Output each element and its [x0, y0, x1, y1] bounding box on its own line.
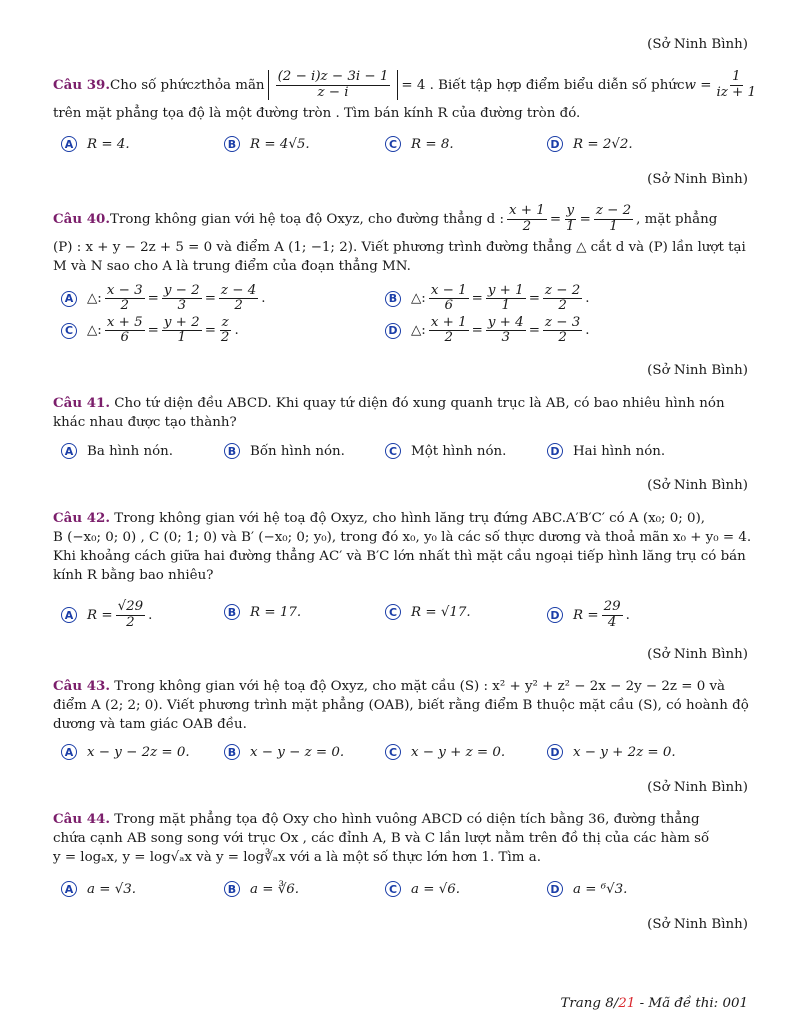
option-letter: C — [385, 604, 401, 620]
answer-options — [61, 284, 751, 348]
answer-options — [61, 744, 751, 766]
option-letter: D — [547, 744, 563, 760]
option-a[interactable]: A Ba hình nón. — [61, 443, 173, 459]
option-d[interactable]: D a = ⁶√3. — [547, 881, 627, 897]
option-letter: A — [61, 291, 77, 307]
option-c[interactable]: C △: $\frac{x + 5}{6}$ = $\frac{y + 2}{1}$ = $\frac{z}{2}$ . — [61, 316, 239, 345]
option-letter: C — [385, 744, 401, 760]
question-44: Câu 44. Trong mặt phẳng tọa độ Oxy cho hình vuông ABCD có diện tích bằng 36, đường thẳng chứa cạnh AB song song với trục Ox , các đỉnh A, B và C lần lượt nằm trên đồ thị của các hàm số y = logₐx, y = log√ₐx và y = log∛ₐx với a là một số thực lớn hơn 1. Tìm a. — [53, 811, 710, 865]
source-note: (Sở Ninh Bình) — [647, 647, 748, 662]
option-a[interactable]: A x − y − 2z = 0. — [61, 744, 190, 760]
option-letter: B — [224, 744, 240, 760]
option-letter: A — [61, 443, 77, 459]
question-42: Câu 42. Trong không gian với hệ toạ độ Oxyz, cho hình lăng trụ đứng ABC.A′B′C′ có A (x₀; 0; 0), B (−x₀; 0; 0) , C (0; 1; 0) và B′ (−x₀; 0; y₀), trong đó x₀, y₀ là các số thực dương và thoả mãn x₀ + y₀ = 4. Khi khoảng cách giữa hai đường thẳng AC′ và B′C lớn nhất thì mặt cầu ngoại tiếp hình lăng trụ có bán kính R bằng bao nhiêu? — [53, 510, 752, 583]
source-note: (Sở Ninh Bình) — [647, 172, 748, 187]
option-b[interactable]: B x − y − z = 0. — [224, 744, 344, 760]
option-c[interactable]: C x − y + z = 0. — [385, 744, 505, 760]
option-letter: D — [547, 136, 563, 152]
exam-page — [53, 0, 757, 1024]
answer-options — [61, 881, 751, 903]
page-footer: Trang 8/21 - Mã đề thi: 001 — [560, 996, 748, 1011]
source-note: (Sở Ninh Bình) — [647, 780, 748, 795]
option-letter: C — [385, 136, 401, 152]
option-letter: A — [61, 607, 77, 623]
answer-options — [61, 136, 751, 158]
question-label: Câu 43. — [53, 678, 111, 694]
question-label: Câu 41. — [53, 395, 111, 411]
option-letter: A — [61, 136, 77, 152]
source-note: (Sở Ninh Bình) — [647, 917, 748, 932]
option-letter: D — [385, 323, 401, 339]
option-c[interactable]: C R = √17. — [385, 604, 471, 620]
option-d[interactable]: D x − y + 2z = 0. — [547, 744, 676, 760]
option-letter: B — [385, 291, 401, 307]
option-c[interactable]: C a = √6. — [385, 881, 460, 897]
answer-options — [61, 443, 751, 465]
option-b[interactable]: B △: $\frac{x - 1}{6}$ = $\frac{y + 1}{1}$ = $\frac{z - 2}{2}$ . — [385, 284, 590, 313]
w-fraction: $\frac{1}{iz + 1}$ — [716, 69, 757, 100]
question-39: Câu 39. Cho số phức z thỏa mãn $\frac{(2 - i)z - 3i - 1}{z - i}$ = 4 . Biết tập hợp điểm biểu diễn số phức w = $\frac{1}{iz + 1}$ trên mặt phẳng tọa độ là một đường tròn . Tìm bán kính R của đường tròn đó. — [53, 69, 757, 121]
option-d[interactable]: D Hai hình nón. — [547, 443, 665, 459]
question-label: Câu 39. — [53, 76, 111, 93]
option-d[interactable]: D R = $\frac{29}{4}$ . — [547, 598, 630, 632]
option-letter: C — [385, 881, 401, 897]
question-43: Câu 43. Trong không gian với hệ toạ độ Oxyz, cho mặt cầu (S) : x² + y² + z² − 2x − 2y − 2z = 0 và điểm A (2; 2; 0). Viết phương trình mặt phẳng (OAB), biết rằng điểm B thuộc mặt cầu (S), có hoành độ dương và tam giác OAB đều. — [53, 678, 749, 732]
source-note: (Sở Ninh Bình) — [647, 363, 748, 378]
option-letter: D — [547, 443, 563, 459]
option-letter: C — [61, 323, 77, 339]
option-letter: B — [224, 881, 240, 897]
option-a[interactable]: A △: $\frac{x - 3}{2}$ = $\frac{y - 2}{3}$ = $\frac{z - 4}{2}$ . — [61, 284, 266, 313]
answer-options — [61, 598, 751, 632]
option-a[interactable]: A R = $\frac{√29}{2}$ . — [61, 598, 152, 632]
option-c[interactable]: C Một hình nón. — [385, 443, 506, 459]
option-b[interactable]: B a = ∛6. — [224, 881, 299, 897]
option-a[interactable]: A R = 4. — [61, 136, 130, 152]
option-letter: A — [61, 744, 77, 760]
option-c[interactable]: C R = 8. — [385, 136, 454, 152]
option-d[interactable]: D R = 2√2. — [547, 136, 633, 152]
option-letter: D — [547, 607, 563, 623]
option-b[interactable]: B R = 17. — [224, 604, 301, 620]
total-pages: 21 — [618, 996, 636, 1011]
option-letter: B — [224, 136, 240, 152]
option-letter: D — [547, 881, 563, 897]
source-note: (Sở Ninh Bình) — [647, 37, 748, 52]
option-letter: A — [61, 881, 77, 897]
question-label: Câu 42. — [53, 510, 111, 526]
modulus-expression: $\frac{(2 - i)z - 3i - 1}{z - i}$ — [268, 70, 399, 99]
option-d[interactable]: D △: $\frac{x + 1}{2}$ = $\frac{y + 4}{3}$ = $\frac{z - 3}{2}$ . — [385, 316, 590, 345]
question-label: Câu 44. — [53, 811, 111, 827]
question-41: Câu 41. Cho tứ diện đều ABCD. Khi quay tứ diện đó xung quanh trục là AB, có bao nhiêu hình nón khác nhau được tạo thành? — [53, 395, 725, 430]
option-a[interactable]: A a = √3. — [61, 881, 136, 897]
option-letter: B — [224, 604, 240, 620]
option-letter: B — [224, 443, 240, 459]
question-40: Câu 40. Trong không gian với hệ toạ độ Oxyz, cho đường thẳng d : $\frac{x + 1}{2}$ = $\frac{y}{1}$ = $\frac{z - 2}{1}$ , mặt phẳng (P) : x + y − 2z + 5 = 0 và điểm A (1; −1; 2). Viết phương trình đường thẳng △ cắt d và (P) lần lượt tại M và N sao cho A là trung điểm của đoạn thẳng MN. — [53, 203, 746, 274]
option-b[interactable]: B R = 4√5. — [224, 136, 310, 152]
question-label: Câu 40. — [53, 210, 111, 227]
source-note: (Sở Ninh Bình) — [647, 478, 748, 493]
option-b[interactable]: B Bốn hình nón. — [224, 443, 345, 459]
option-letter: C — [385, 443, 401, 459]
